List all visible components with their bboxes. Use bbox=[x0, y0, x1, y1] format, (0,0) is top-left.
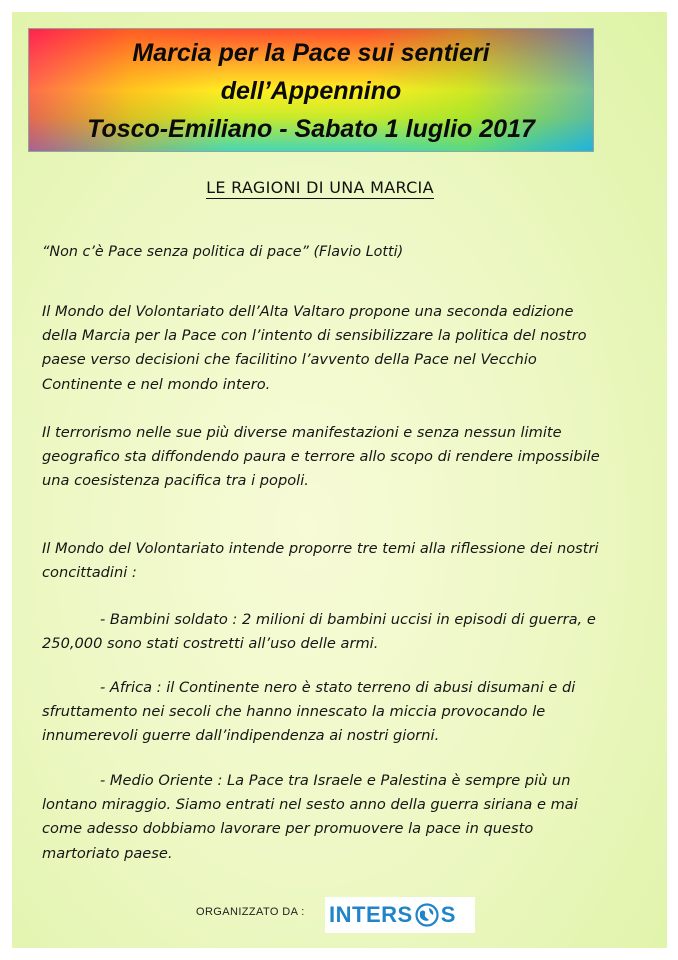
logo-text-right: S bbox=[440, 902, 456, 927]
theme-child-soldiers bbox=[42, 608, 607, 656]
banner-title-line-2: dell’Appennino bbox=[220, 77, 402, 105]
theme-africa bbox=[42, 676, 607, 749]
theme-child-soldiers-text: - Bambini soldato : 2 milioni di bambini uccisi in episodi di guerra, e 250,000 sono stati costretti all’uso delle armi. bbox=[42, 611, 596, 653]
quote: “Non c’è Pace senza politica di pace” (Flavio Lotti) bbox=[42, 244, 404, 260]
banner-title-line-3: Tosco-Emiliano - Sabato 1 luglio 2017 bbox=[87, 115, 535, 143]
title-banner bbox=[28, 28, 594, 152]
paragraph-intro: Il Mondo del Volontariato dell’Alta Valtaro propone una seconda edizione della Marcia per la Pace con l’intento di sensibilizzare la politica del nostro paese verso decisioni che facilitino l’avvento della Pace nel Vecchio Continente e nel mondo intero. bbox=[42, 303, 587, 393]
logo-text-left: INTERS bbox=[329, 902, 413, 927]
organized-by-label: ORGANIZZATO DA : bbox=[196, 906, 305, 918]
section-heading-text: LE RAGIONI DI UNA MARCIA bbox=[206, 178, 434, 197]
paragraph-terrorism: Il terrorismo nelle sue più diverse manifestazioni e senza nessun limite geografico sta diffondendo paura e terrore allo scopo di rendere impossibile una coesistenza pacifica tra i popoli. bbox=[42, 424, 600, 490]
intersos-logo bbox=[325, 897, 475, 933]
theme-middle-east-text: - Medio Oriente : La Pace tra Israele e Palestina è sempre più un lontano miraggio. Siamo entrati nel sesto anno della guerra siriana e mai come adesso dobbiamo lavorare per promuovere la pace in questo martoriato paese. bbox=[42, 772, 578, 862]
globe-icon bbox=[415, 903, 439, 927]
theme-africa-text: - Africa : il Continente nero è stato terreno di abusi disumani e di sfruttamento nei secoli che hanno innescato la miccia provocando le innumerevoli guerre dall’indipendenza ai nostri giorni. bbox=[42, 679, 576, 745]
banner-title-line-1: Marcia per la Pace sui sentieri bbox=[132, 39, 490, 67]
theme-middle-east bbox=[42, 769, 607, 866]
paragraph-themes-intro: Il Mondo del Volontariato intende proporre tre temi alla riflessione dei nostri concittadini : bbox=[42, 540, 599, 582]
section-heading bbox=[0, 178, 640, 197]
